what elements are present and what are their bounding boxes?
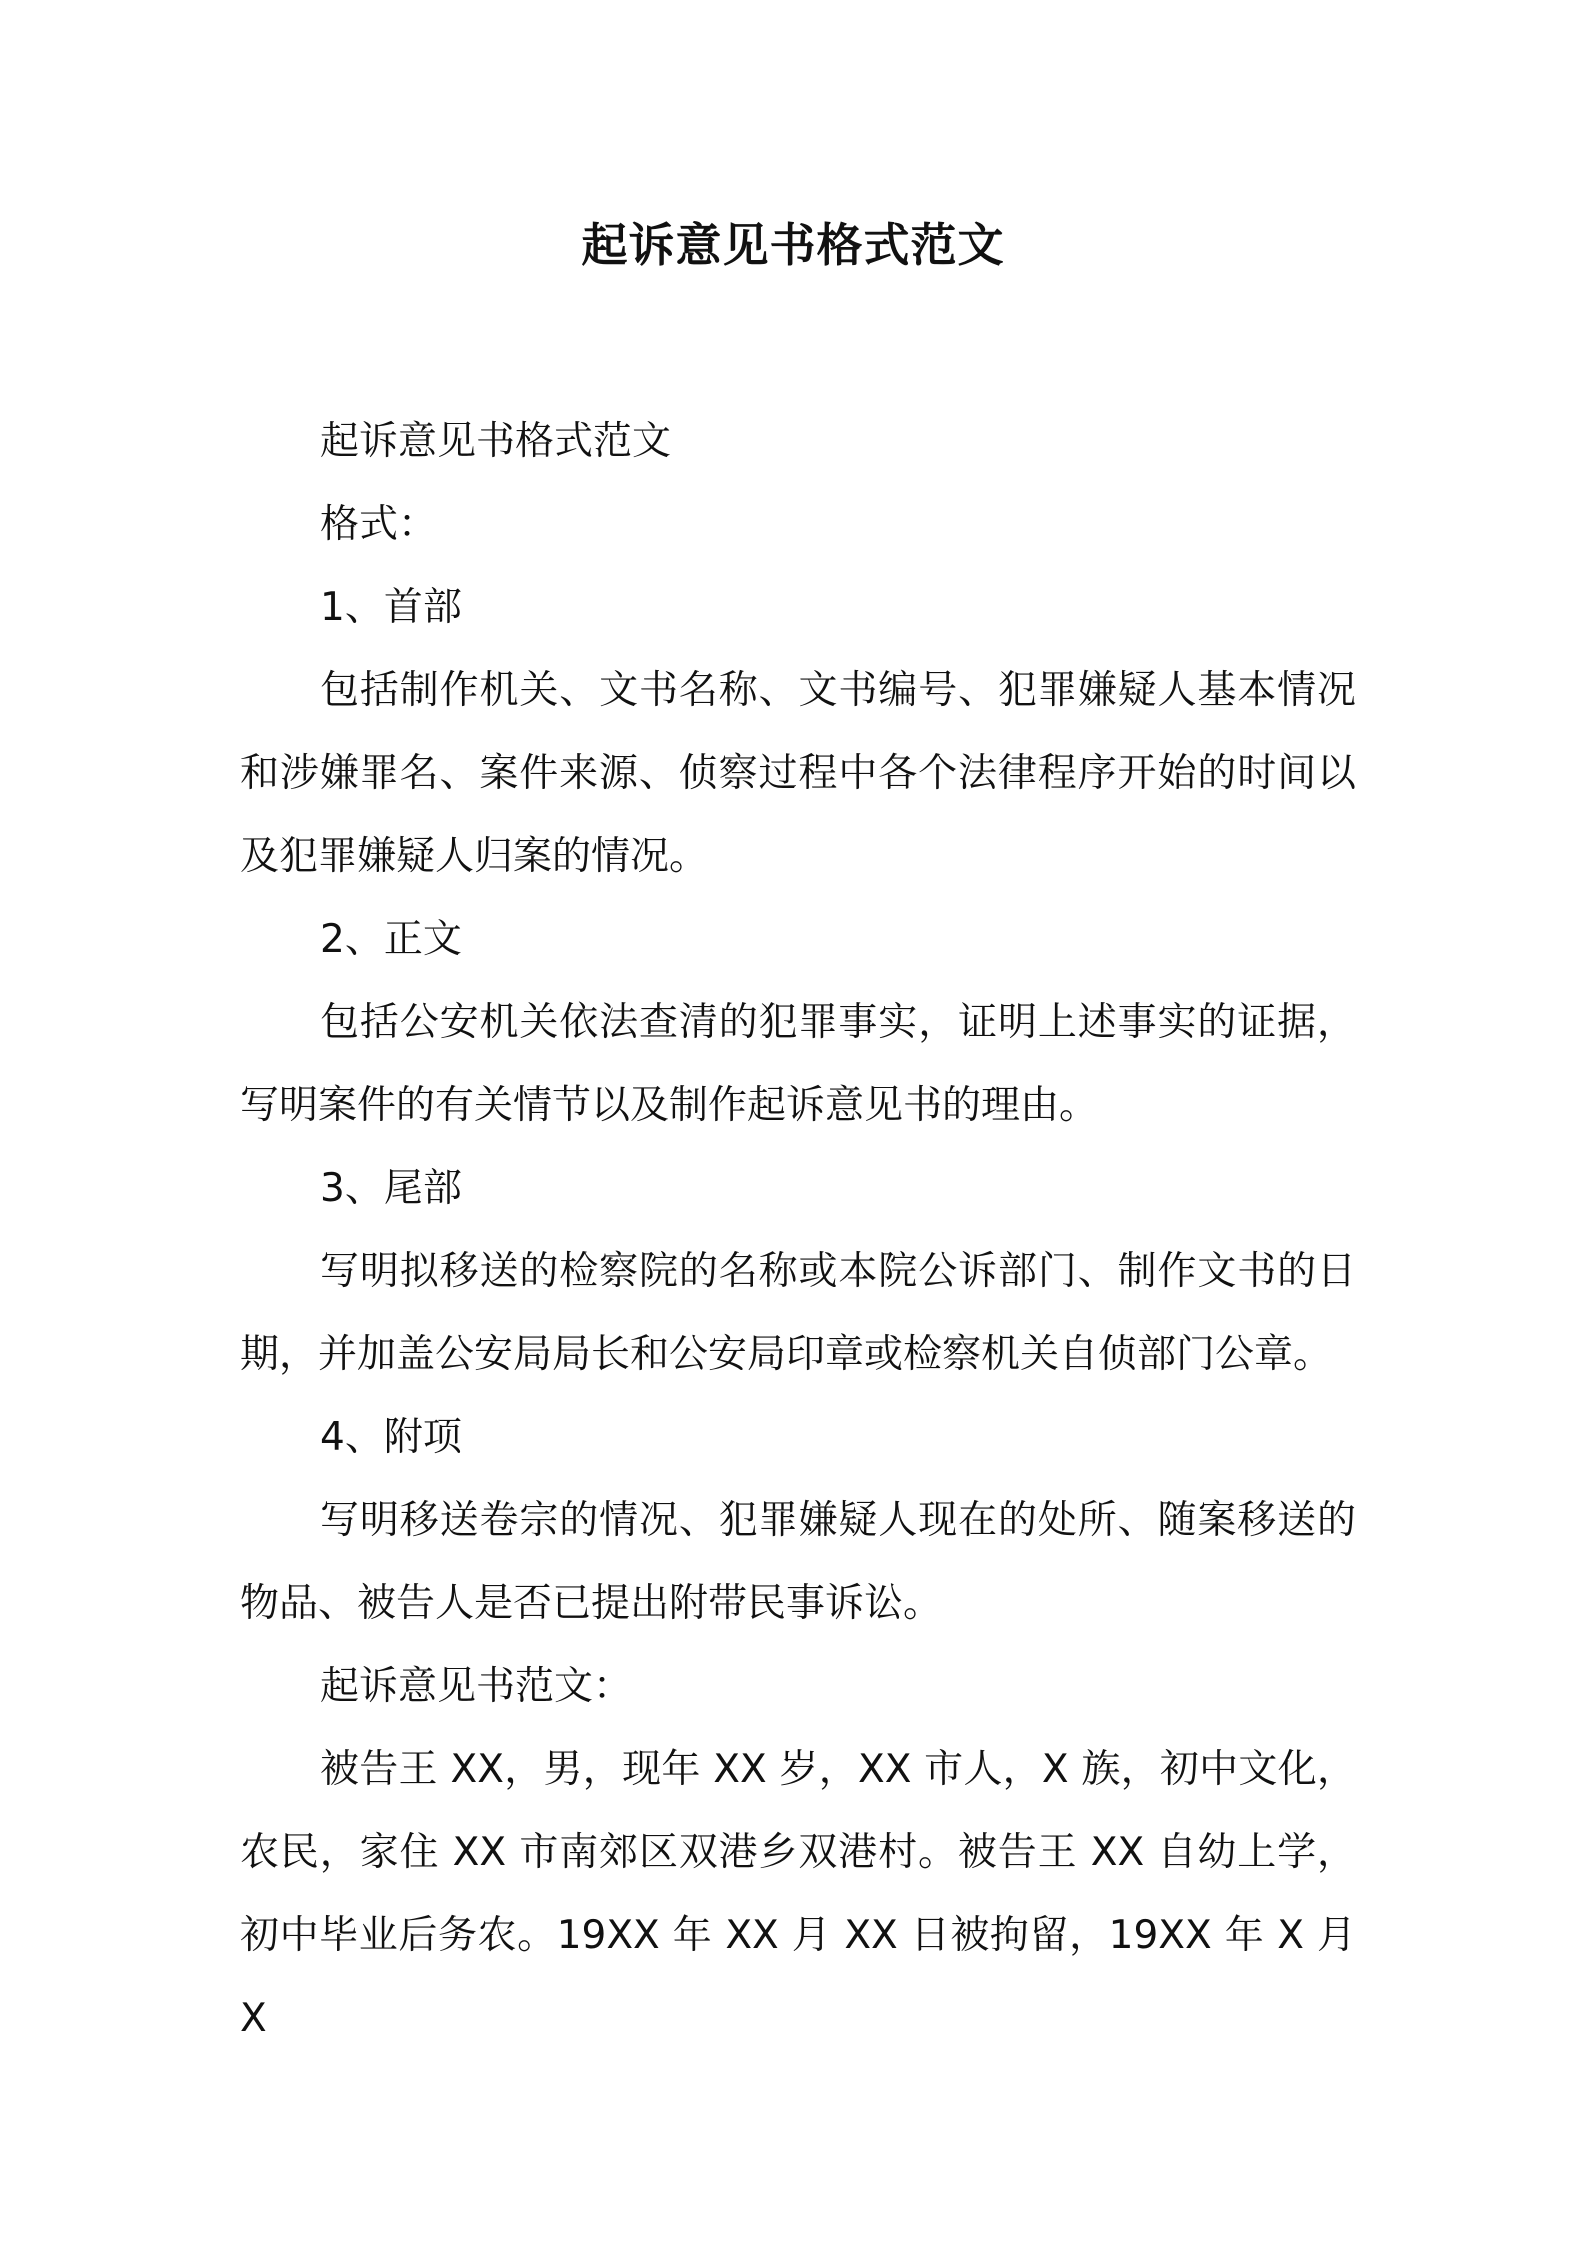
section-heading-ending: 3、尾部 [320, 1166, 462, 1211]
paragraph-sample-content: 被告王 XX，男，现年 XX 岁，XX 市人，X 族，初中文化，农民，家住 XX 市南郊区双港乡双港村。被告王 XX 自幼上学，初中毕业后务农。19XX 年 XX 月 XX 日被拘留，19XX 年 X 月 X [240, 1747, 1356, 2041]
section-heading-body: 2、正文 [320, 917, 462, 962]
document-body [240, 400, 1356, 2060]
paragraph-appendix-content: 写明移送卷宗的情况、犯罪嫌疑人现在的处所、随案移送的物品、被告人是否已提出附带民事诉讼。 [240, 1498, 1356, 1626]
document-title: 起诉意见书格式范文 [581, 218, 1005, 272]
paragraph-ending-content: 写明拟移送的检察院的名称或本院公诉部门、制作文书的日期，并加盖公安局局长和公安局印章或检察机关自侦部门公章。 [240, 1249, 1356, 1377]
section-heading-appendix: 4、附项 [320, 1415, 462, 1460]
paragraph-heading: 起诉意见书格式范文 [320, 419, 672, 464]
paragraph-header-content: 包括制作机关、文书名称、文书编号、犯罪嫌疑人基本情况和涉嫌罪名、案件来源、侦察过程中各个法律程序开始的时间以及犯罪嫌疑人归案的情况。 [240, 668, 1356, 879]
paragraph-format-label: 格式： [320, 502, 438, 547]
section-heading-header: 1、首部 [320, 585, 462, 630]
paragraph-sample-label: 起诉意见书范文： [320, 1664, 633, 1709]
paragraph-body-content: 包括公安机关依法查清的犯罪事实，证明上述事实的证据，写明案件的有关情节以及制作起诉意见书的理由。 [240, 1000, 1356, 1128]
